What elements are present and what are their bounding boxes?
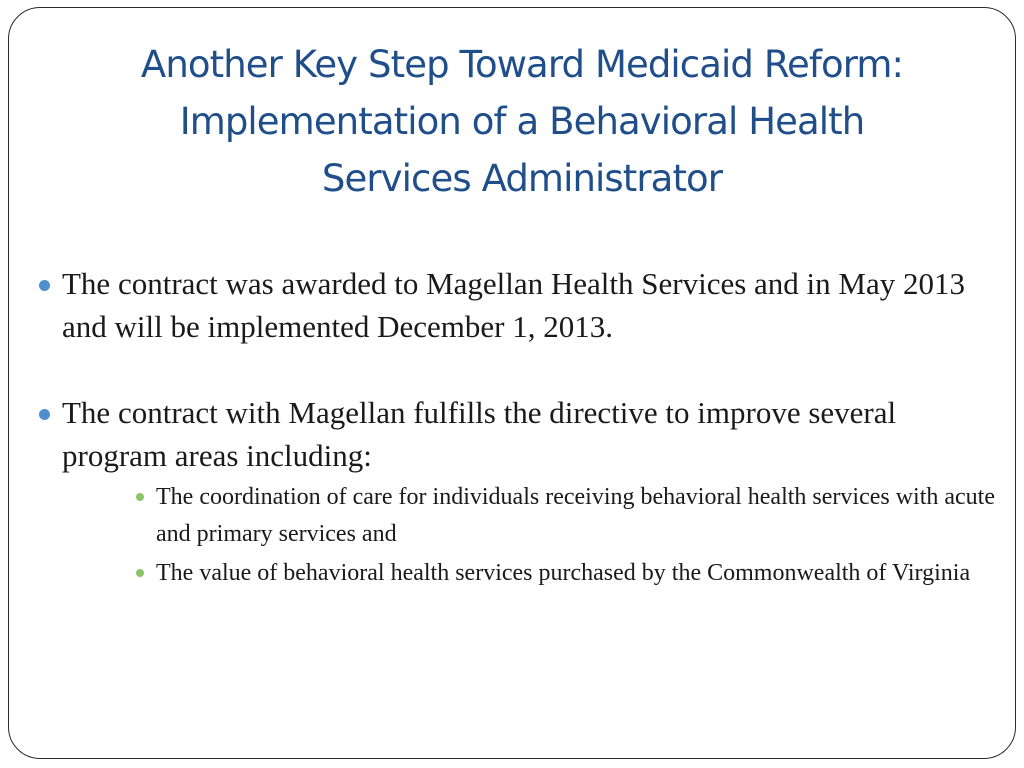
bullet-dot-icon xyxy=(39,280,50,291)
sub-bullet-dot-icon xyxy=(136,569,144,577)
bullet-text: The contract with Magellan fulfills the directive to improve several program areas including: xyxy=(62,395,897,473)
slide-body xyxy=(36,262,996,594)
sub-bullet-dot-icon xyxy=(136,493,144,501)
title-line-2: Implementation of a Behavioral Health xyxy=(179,100,865,143)
sub-bullet-text: The coordination of care for individuals receiving behavioral health services with acute and primary services and xyxy=(156,484,996,547)
bullet-text: The contract was awarded to Magellan Health Services and in May 2013 and will be implemented December 1, 2013. xyxy=(62,266,965,344)
slide-title xyxy=(22,36,1022,207)
bullet-item-contract-awarded xyxy=(36,262,996,348)
sub-bullet-text: The value of behavioral health services purchased by the Commonwealth of Virginia xyxy=(156,560,971,586)
bullet-dot-icon xyxy=(39,409,50,420)
sub-bullet-item-coordination xyxy=(133,479,996,553)
sub-bullet-item-value xyxy=(133,555,996,592)
sub-bullet-list xyxy=(36,479,996,592)
bullet-item-contract-fulfills xyxy=(36,391,996,477)
title-line-3: Services Administrator xyxy=(321,157,723,200)
title-line-1: Another Key Step Toward Medicaid Reform: xyxy=(140,43,904,86)
